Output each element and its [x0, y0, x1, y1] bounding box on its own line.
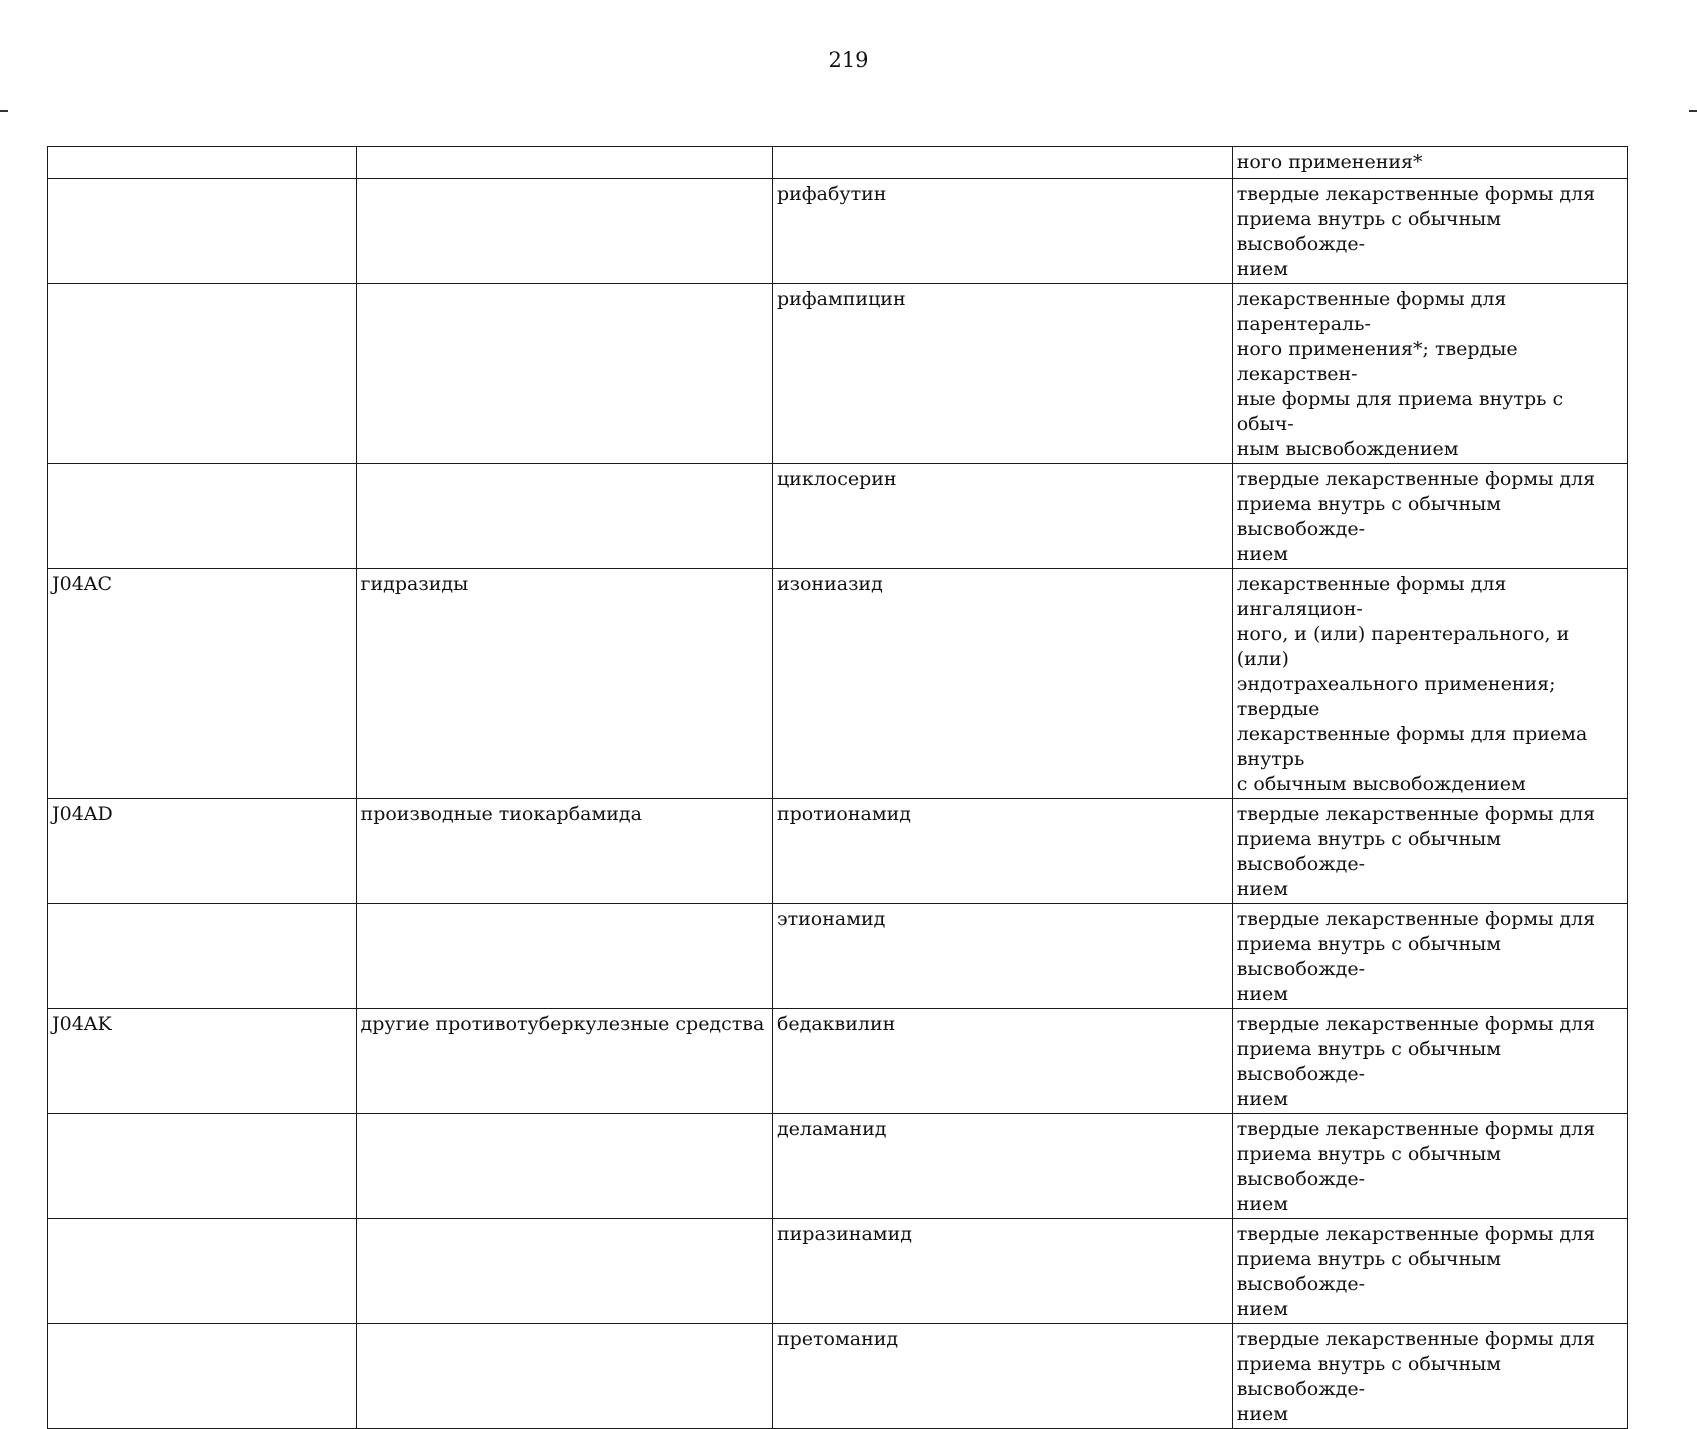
atc-code-cell: [48, 1219, 357, 1324]
dosage-form-cell: твердые лекарственные формы для приема внутрь с обычным высвобожде- нием: [1232, 1324, 1627, 1429]
pharmacological-group-cell: [356, 179, 772, 284]
dosage-form-cell: лекарственные формы для ингаляцион- ного, и (или) парентерального, и (или) эндотрахеального применения; твердые лекарственные формы для приема внутрь с обычным высвобождением: [1232, 569, 1627, 799]
atc-code-cell: [48, 464, 357, 569]
table-row: [48, 569, 1628, 799]
pharmacological-group-cell: [356, 904, 772, 1009]
dosage-form-cell: твердые лекарственные формы для приема внутрь с обычным высвобожде- нием: [1232, 1009, 1627, 1114]
drug-name-cell: рифабутин: [772, 179, 1232, 284]
table-row: [48, 179, 1628, 284]
left-margin-mark: [0, 110, 8, 112]
atc-code-cell: J04AC: [48, 569, 357, 799]
drug-name-cell: [772, 147, 1232, 179]
pharmacological-group-cell: [356, 284, 772, 464]
drug-name-cell: деламанид: [772, 1114, 1232, 1219]
drug-name-cell: протионамид: [772, 799, 1232, 904]
atc-code-cell: [48, 284, 357, 464]
atc-code-cell: [48, 179, 357, 284]
pharmacological-group-cell: [356, 1219, 772, 1324]
table-row: [48, 1219, 1628, 1324]
drug-name-cell: бедаквилин: [772, 1009, 1232, 1114]
pharmacological-group-cell: производные тиокарбамида: [356, 799, 772, 904]
dosage-form-cell: ного применения*: [1232, 147, 1627, 179]
table-row: [48, 1114, 1628, 1219]
table-body: [48, 147, 1628, 1429]
atc-code-cell: J04AK: [48, 1009, 357, 1114]
table-row: [48, 1009, 1628, 1114]
pharmacological-group-cell: [356, 464, 772, 569]
pharmacological-group-cell: [356, 147, 772, 179]
drug-name-cell: рифампицин: [772, 284, 1232, 464]
drug-name-cell: изониазид: [772, 569, 1232, 799]
atc-code-cell: [48, 1324, 357, 1429]
dosage-form-cell: твердые лекарственные формы для приема внутрь с обычным высвобожде- нием: [1232, 179, 1627, 284]
dosage-form-cell: твердые лекарственные формы для приема внутрь с обычным высвобожде- нием: [1232, 1114, 1627, 1219]
dosage-form-cell: твердые лекарственные формы для приема внутрь с обычным высвобожде- нием: [1232, 1219, 1627, 1324]
table-row: [48, 799, 1628, 904]
table-row: [48, 147, 1628, 179]
page-number: 219: [828, 48, 869, 72]
table-row: [48, 904, 1628, 1009]
atc-code-cell: [48, 904, 357, 1009]
dosage-form-cell: твердые лекарственные формы для приема внутрь с обычным высвобожде- нием: [1232, 464, 1627, 569]
table-row: [48, 1324, 1628, 1429]
drug-name-cell: этионамид: [772, 904, 1232, 1009]
drug-name-cell: пиразинамид: [772, 1219, 1232, 1324]
drug-list-table: [47, 146, 1628, 1429]
table-row: [48, 464, 1628, 569]
pharmacological-group-cell: [356, 1324, 772, 1429]
drug-name-cell: претоманид: [772, 1324, 1232, 1429]
dosage-form-cell: лекарственные формы для парентераль- ного применения*; твердые лекарствен- ные формы для приема внутрь с обыч- ным высвобождением: [1232, 284, 1627, 464]
drug-name-cell: циклосерин: [772, 464, 1232, 569]
dosage-form-cell: твердые лекарственные формы для приема внутрь с обычным высвобожде- нием: [1232, 799, 1627, 904]
right-margin-mark: [1689, 110, 1697, 112]
atc-code-cell: J04AD: [48, 799, 357, 904]
table-row: [48, 284, 1628, 464]
atc-code-cell: [48, 1114, 357, 1219]
pharmacological-group-cell: [356, 1114, 772, 1219]
atc-code-cell: [48, 147, 357, 179]
pharmacological-group-cell: гидразиды: [356, 569, 772, 799]
dosage-form-cell: твердые лекарственные формы для приема внутрь с обычным высвобожде- нием: [1232, 904, 1627, 1009]
pharmacological-group-cell: другие противотуберкулезные средства: [356, 1009, 772, 1114]
